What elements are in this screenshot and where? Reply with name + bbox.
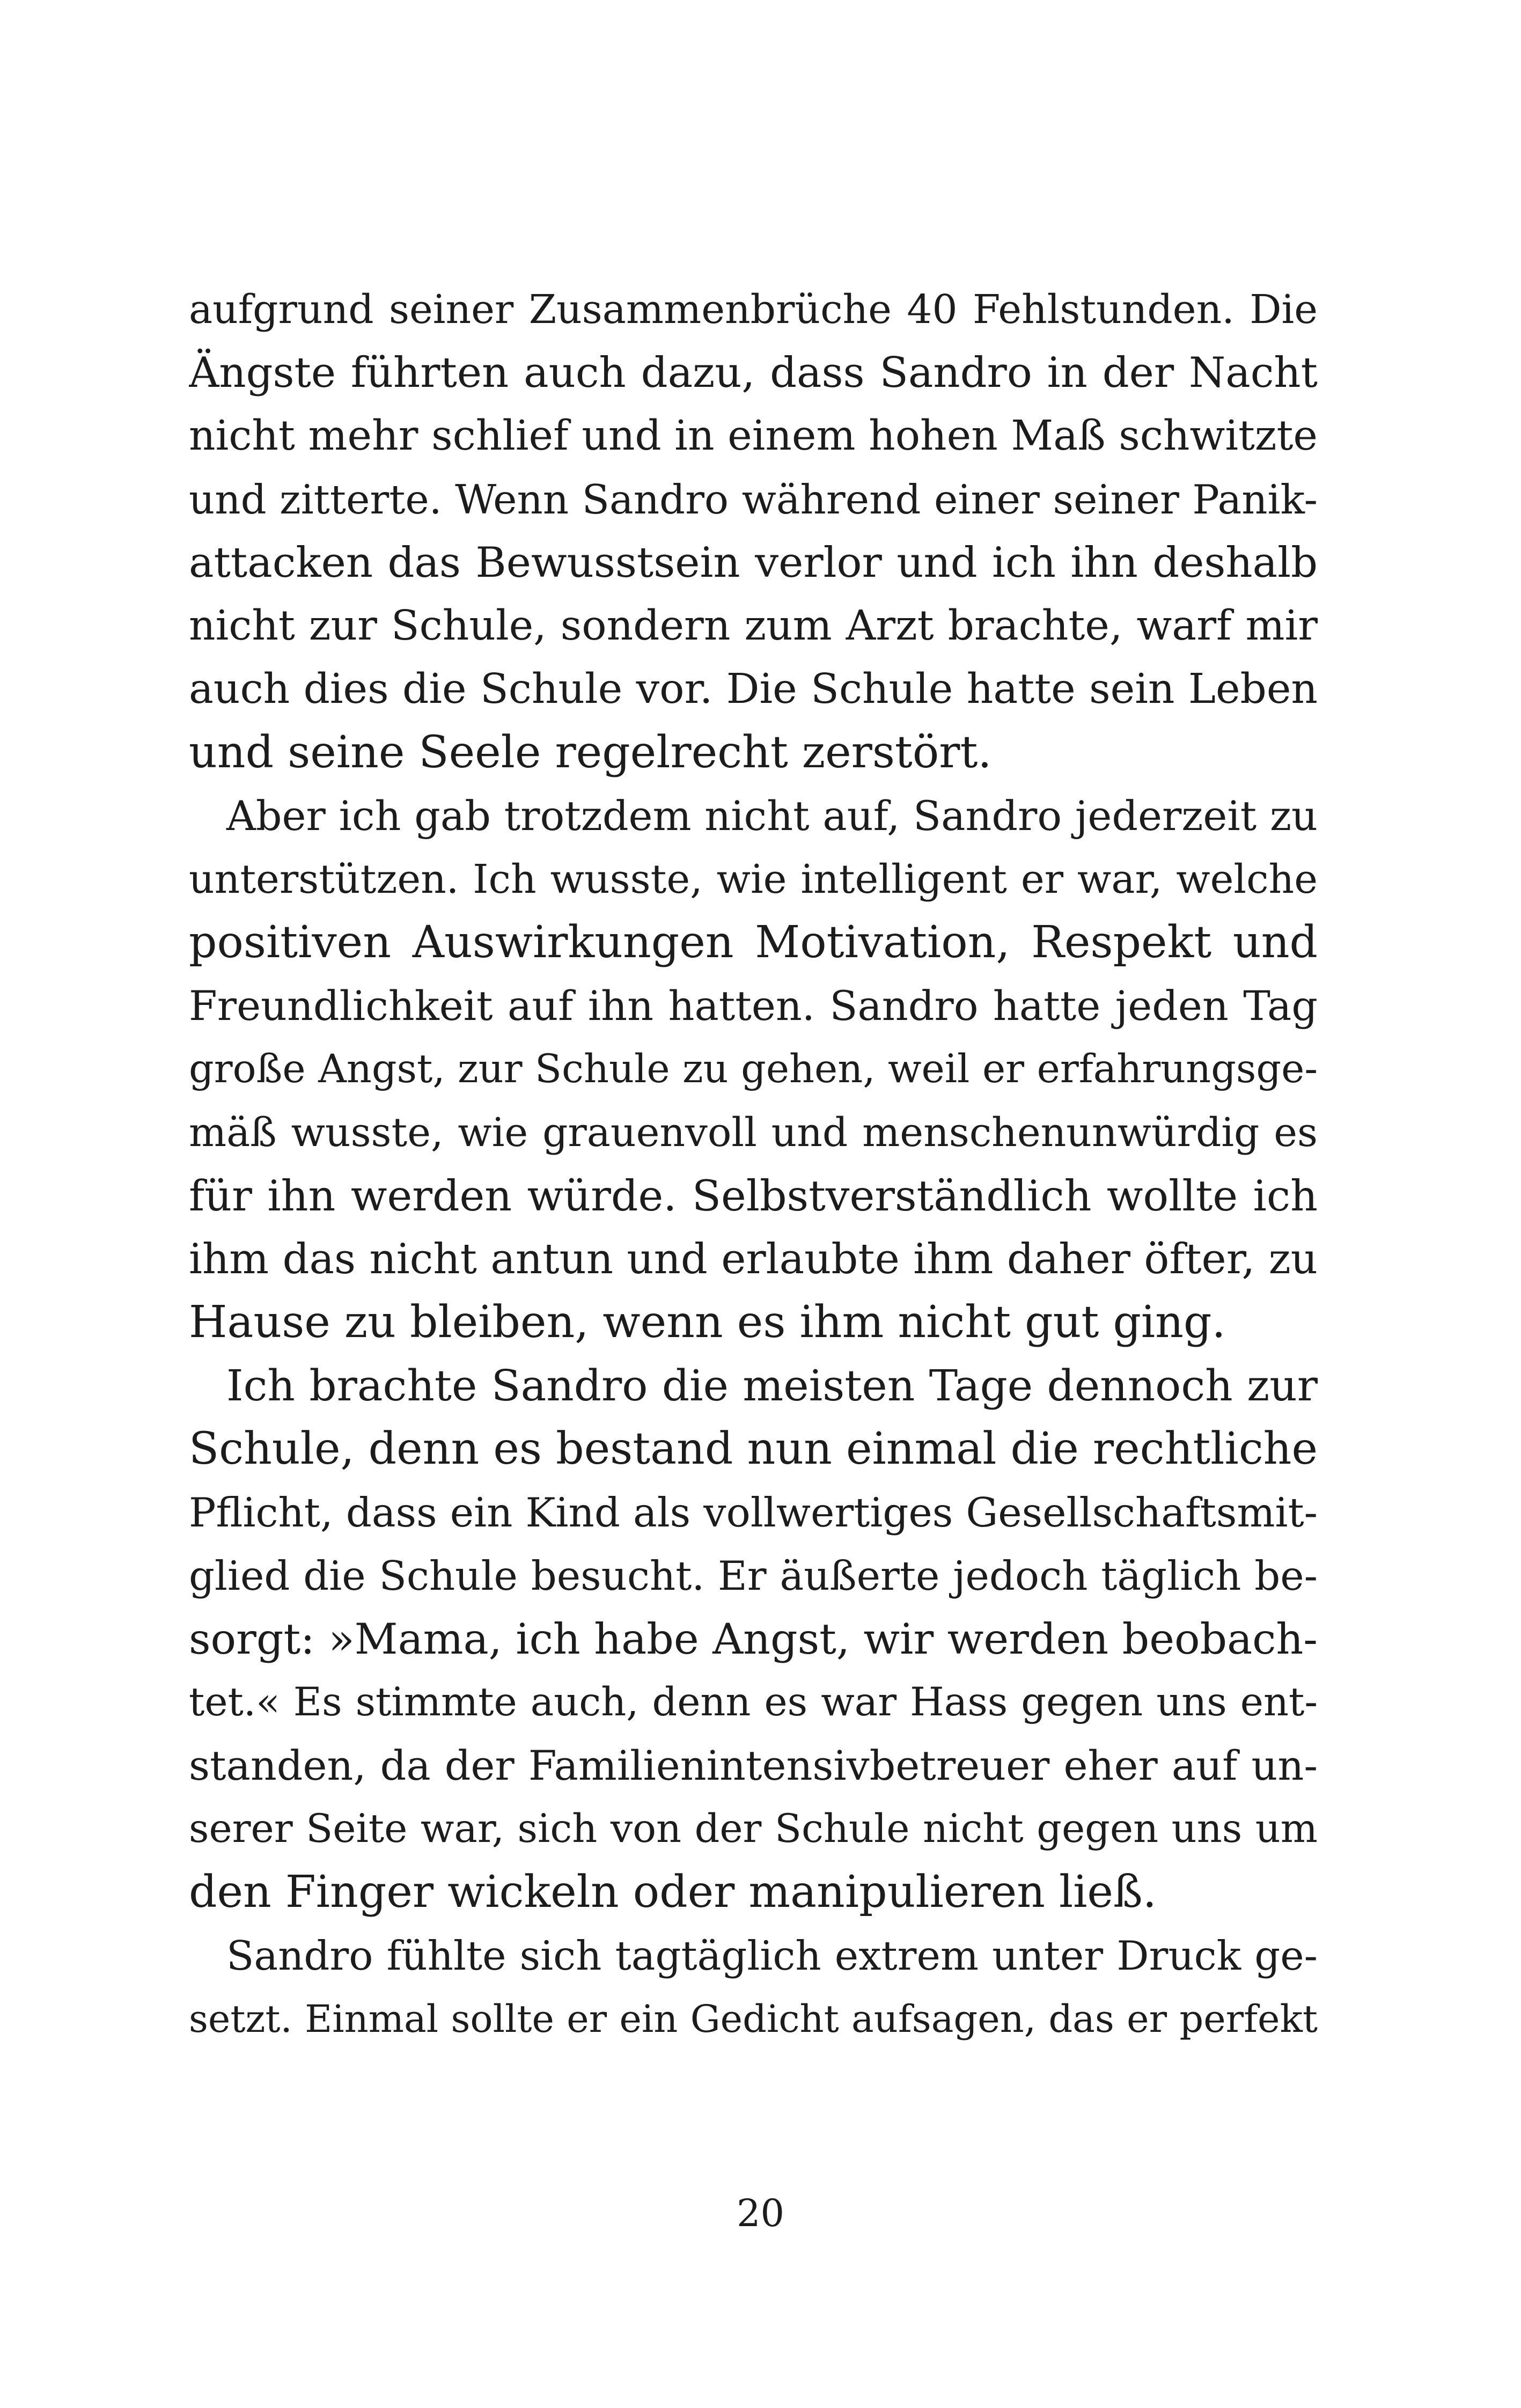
text-line: den Finger wickeln oder manipulieren ließ. — [189, 1867, 1157, 1918]
text-line: sorgt: »Mama, ich habe Angst, wir werden beobach- — [189, 1614, 1318, 1664]
text-line: unterstützen. Ich wusste, wie intelligent er war, welche — [189, 856, 1318, 902]
text-line: und seine Seele regelrecht zerstört. — [189, 727, 992, 778]
text-line: große Angst, zur Schule zu gehen, weil er erfahrungsge- — [189, 1046, 1318, 1092]
text-line: ihm das nicht antun und erlaubte ihm daher öfter, zu — [189, 1235, 1318, 1283]
text-line: und zitterte. Wenn Sandro während einer seiner Panik- — [189, 476, 1318, 523]
text-line: standen, da der Familienintensivbetreuer eher auf un- — [189, 1742, 1318, 1789]
text-line: Schule, denn es bestand nun einmal die rechtliche — [189, 1423, 1318, 1474]
text-line: setzt. Einmal sollte er ein Gedicht aufsagen, das er perfekt — [189, 1997, 1318, 2041]
text-line: nicht mehr schlief und in einem hohen Maß schwitzte — [189, 412, 1318, 460]
text-line: Aber ich gab trotzdem nicht auf, Sandro jederzeit zu — [226, 792, 1318, 840]
text-line: Hause zu bleiben, wenn es ihm nicht gut ging. — [189, 1297, 1226, 1348]
text-line: glied die Schule besucht. Er äußerte jedoch täglich be- — [189, 1552, 1318, 1599]
text-line: auch dies die Schule vor. Die Schule hatte sein Leben — [189, 665, 1318, 713]
text-line: positiven Auswirkungen Motivation, Respekt und — [189, 917, 1318, 968]
page-number: 20 — [736, 2191, 785, 2235]
text-line: Freundlichkeit auf ihn hatten. Sandro hatte jeden Tag — [189, 982, 1318, 1030]
text-line: mäß wusste, wie grauenvoll und menschenunwürdig es — [189, 1110, 1318, 1156]
text-line: nicht zur Schule, sondern zum Arzt brachte, warf mir — [189, 602, 1318, 650]
text-line: attacken das Bewusstsein verlor und ich ihn deshalb — [189, 539, 1318, 587]
text-line: Ich brachte Sandro die meisten Tage dennoch zur — [226, 1361, 1318, 1411]
text-line: tet.« Es stimmte auch, denn es war Hass gegen uns ent- — [189, 1679, 1318, 1725]
text-line: serer Seite war, sich von der Schule nicht gegen uns um — [189, 1806, 1318, 1852]
text-line: Ängste führten auch dazu, dass Sandro in der Nacht — [189, 349, 1318, 397]
text-line: aufgrund seiner Zusammenbrüche 40 Fehlstunden. Die — [189, 287, 1318, 333]
text-line: Pflicht, dass ein Kind als vollwertiges Gesellschaftsmit- — [189, 1489, 1318, 1536]
text-line: Sandro fühlte sich tagtäglich extrem unter Druck ge- — [226, 1932, 1318, 1979]
text-line: für ihn werden würde. Selbstverständlich wollte ich — [189, 1171, 1318, 1221]
body-text — [189, 278, 1318, 2051]
